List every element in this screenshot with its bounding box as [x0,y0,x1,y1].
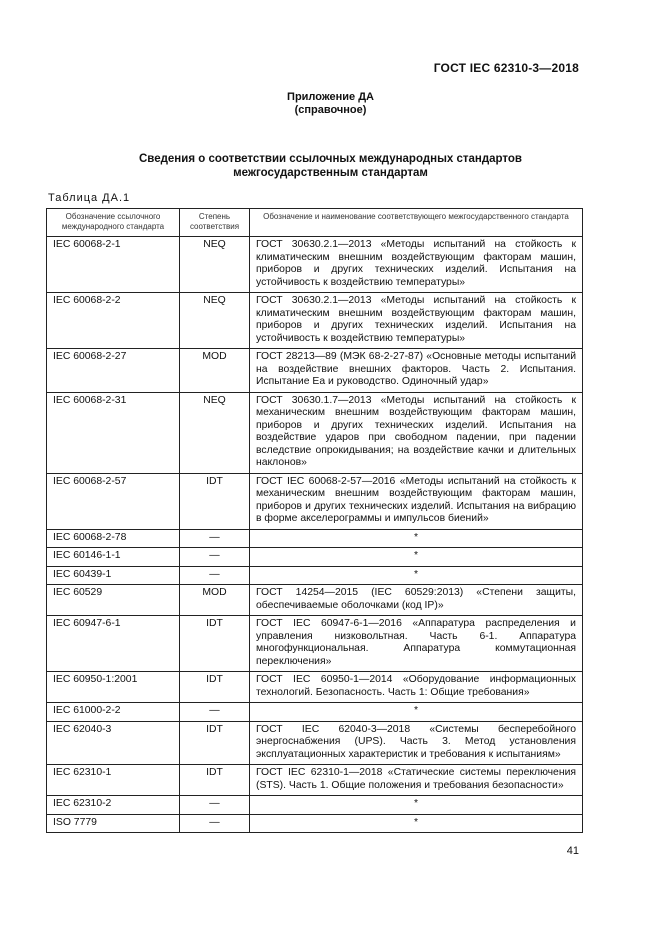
interstate-standard-cell: ГОСТ 28213—89 (МЭК 68-2-27-87) «Основные методы испытаний на воздействие внешних факторов. Часть 2. Испытания. Испытание Еа и руководство. Одиночный удар» [250,349,583,393]
header-reference-standard: Обозначение ссылочного международного стандарта [47,209,180,237]
table-row [47,585,583,616]
table-row [47,672,583,703]
reference-standard-cell: IEC 60947-6-1 [47,616,180,672]
degree-cell: — [180,703,250,722]
interstate-standard-cell: * [250,566,583,585]
reference-standard-cell: IEC 60529 [47,585,180,616]
degree-cell: IDT [180,616,250,672]
interstate-standard-cell: * [250,703,583,722]
page-number: 41 [566,845,579,857]
degree-cell: IDT [180,473,250,529]
reference-standard-cell: IEC 60068-2-27 [47,349,180,393]
table-row [47,814,583,833]
interstate-standard-cell: ГОСТ IEC 60068-2-57—2016 «Методы испытаний на стойкость к механическим внешним воздействующим факторам машин, приборов и других технических изделий. Испытания на вибрацию в форме акселерограммы и импульсов биений» [250,473,583,529]
header-degree: Степень соответствия [180,209,250,237]
table-row [47,473,583,529]
table-row [47,349,583,393]
degree-cell: — [180,566,250,585]
document-title-line-1: Сведения о соответствии ссылочных международных стандартов [138,153,522,165]
interstate-standard-cell: * [250,529,583,548]
table-body [47,237,583,833]
degree-cell: MOD [180,585,250,616]
reference-standard-cell: ISO 7779 [47,814,180,833]
interstate-standard-cell: ГОСТ IEC 60950-1—2014 «Оборудование информационных технологий. Безопасность. Часть 1: Общие требования» [250,672,583,703]
interstate-standard-cell: ГОСТ 14254—2015 (IEC 60529:2013) «Степени защиты, обеспечиваемые оболочками (код IP)» [250,585,583,616]
interstate-standard-cell: * [250,814,583,833]
reference-standard-cell: IEC 60068-2-31 [47,392,180,473]
appendix-subtitle: (справочное) [294,104,367,116]
interstate-standard-cell: ГОСТ IEC 60947-6-1—2016 «Аппаратура распределения и управления низковольтная. Часть 6-1. Аппаратура многофункциональная. Аппаратура коммутационная переключения» [250,616,583,672]
table-row [47,548,583,567]
standard-code: ГОСТ IEC 62310-3—2018 [433,61,579,75]
reference-standard-cell: IEC 60439-1 [47,566,180,585]
interstate-standard-cell: ГОСТ IEC 62040-3—2018 «Системы бесперебойного энергоснабжения (UPS). Часть 3. Метод установления эксплуатационных характеристик и требования к испытаниям» [250,721,583,765]
interstate-standard-cell: ГОСТ 30630.2.1—2013 «Методы испытаний на стойкость к климатическим внешним воздействующим факторам машин, приборов и других технических изделий. Испытания на устойчивость к воздействию температуры» [250,237,583,293]
document-title-line-2: межгосударственным стандартам [233,167,428,179]
reference-standard-cell: IEC 60068-2-2 [47,293,180,349]
table-row [47,529,583,548]
table-header-row [47,209,583,237]
degree-cell: NEQ [180,293,250,349]
table-row [47,721,583,765]
degree-cell: IDT [180,765,250,796]
degree-cell: — [180,814,250,833]
correspondence-table [46,208,583,833]
reference-standard-cell: IEC 61000-2-2 [47,703,180,722]
degree-cell: NEQ [180,392,250,473]
degree-cell: NEQ [180,237,250,293]
reference-standard-cell: IEC 60068-2-1 [47,237,180,293]
table-row [47,293,583,349]
header-interstate-standard: Обозначение и наименование соответствующего межгосударственного стандарта [250,209,583,237]
table-row [47,616,583,672]
reference-standard-cell: IEC 60068-2-57 [47,473,180,529]
interstate-standard-cell: ГОСТ 30630.2.1—2013 «Методы испытаний на стойкость к климатическим внешним воздействующим факторам машин, приборов и других технических изделий. Испытания на устойчивость к воздействию температуры» [250,293,583,349]
interstate-standard-cell: * [250,548,583,567]
degree-cell: IDT [180,672,250,703]
table-row [47,237,583,293]
reference-standard-cell: IEC 62040-3 [47,721,180,765]
table-row [47,566,583,585]
reference-standard-cell: IEC 62310-1 [47,765,180,796]
degree-cell: IDT [180,721,250,765]
table-row [47,392,583,473]
table-row [47,796,583,815]
reference-standard-cell: IEC 60068-2-78 [47,529,180,548]
table-row [47,703,583,722]
table-caption: Таблица ДА.1 [48,192,131,204]
degree-cell: — [180,796,250,815]
table-row [47,765,583,796]
degree-cell: — [180,548,250,567]
degree-cell: MOD [180,349,250,393]
appendix-title: Приложение ДА [287,91,374,103]
reference-standard-cell: IEC 60950-1:2001 [47,672,180,703]
reference-standard-cell: IEC 62310-2 [47,796,180,815]
reference-standard-cell: IEC 60146-1-1 [47,548,180,567]
interstate-standard-cell: ГОСТ IEC 62310-1—2018 «Статические системы переключения (STS). Часть 1. Общие положения и требования безопасности» [250,765,583,796]
interstate-standard-cell: * [250,796,583,815]
interstate-standard-cell: ГОСТ 30630.1.7—2013 «Методы испытаний на стойкость к механическим внешним воздействующим факторам машин, приборов и других технических изделий. Испытания на воздействие ударов при свободном падении, при падении вследствие опрокидывания; на воздействие качки и длительных наклонов» [250,392,583,473]
degree-cell: — [180,529,250,548]
